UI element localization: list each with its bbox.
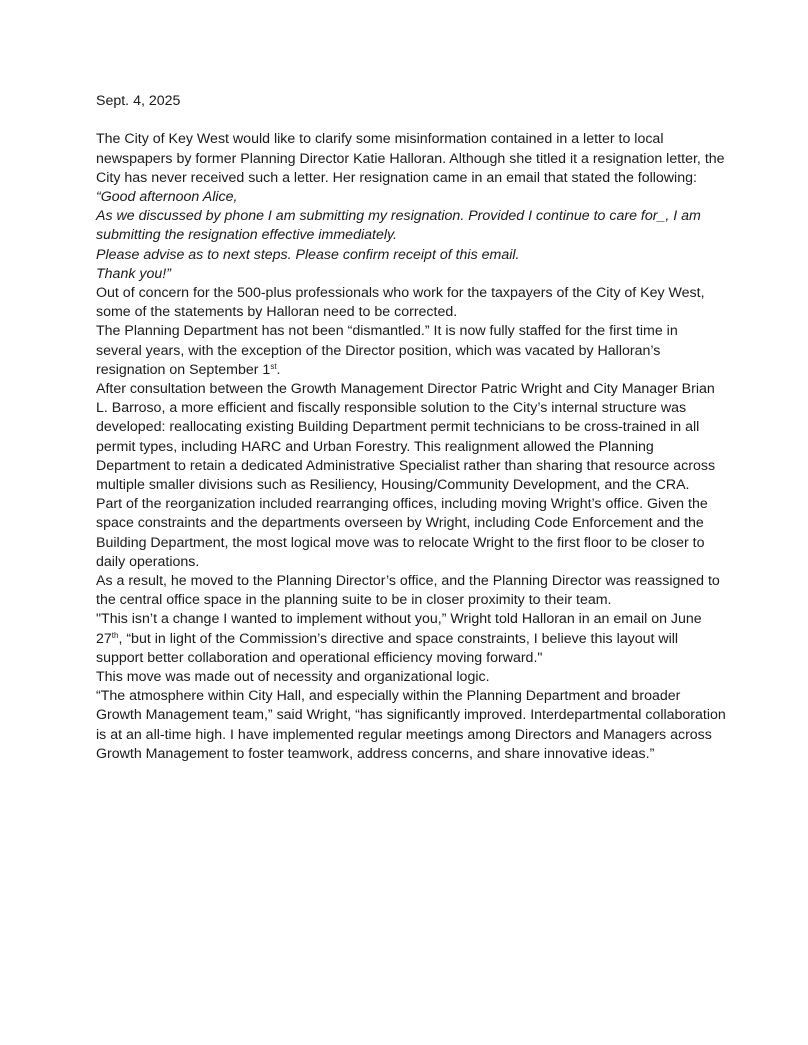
email-request: Please advise as to next steps. Please confirm receipt of this email. — [96, 246, 520, 263]
email-closing: Thank you!” — [96, 265, 171, 282]
dismantled-text: The Planning Department has not been “dismantled.” It is now fully staffed for the first time in several years, with the exception of the Director position, which was vacated by Halloran’s resignation on September 1 — [96, 323, 678, 378]
wright-quote-superscript: th — [111, 630, 119, 640]
concern-paragraph: Out of concern for the 500-plus professionals who work for the taxpayers of the City of Key West, some of the statements by Halloran need to be corrected. — [96, 285, 705, 321]
consultation-paragraph: After consultation between the Growth Management Director Patric Wright and City Manager Brian L. Barroso, a more efficient and fiscally responsible solution to the City’s internal structure was developed: reallocating existing Building Department permit technicians to be cross-trained in all permit types, including HARC and Urban Forestry. This realignment allowed the Planning Department to retain a dedicated Administrative Specialist rather than sharing that resource across multiple smaller divisions such as Resiliency, Housing/Community Development, and the CRA. — [96, 381, 716, 494]
dismantled-superscript: st — [270, 361, 277, 371]
email-greeting: “Good afternoon Alice, — [96, 189, 238, 205]
dismantled-end: . — [276, 361, 281, 378]
wright-quote-paragraph — [96, 610, 726, 668]
intro-paragraph: The City of Key West would like to clarify some misinformation contained in a letter to local newspapers by former Planning Director Katie Halloran. Although she titled it a resignation letter, the City has never received such a letter. Her resignation came in an email that stated the following: — [96, 131, 725, 186]
email-body: As we discussed by phone I am submitting my resignation. Provided I continue to care for_, I am submitting the resignation effective immediately. — [96, 208, 701, 244]
dismantled-paragraph — [96, 322, 726, 380]
email-quote — [96, 188, 726, 284]
necessity-paragraph: This move was made out of necessity and organizational logic. — [96, 669, 490, 686]
reorganization-paragraph: Part of the reorganization included rearranging offices, including moving Wright’s office. Given the space constraints and the departments overseen by Wright, including Code Enforcement and the Building Department, the most logical move was to relocate Wright to the first floor to be closer to daily operations. — [96, 496, 708, 570]
document-date: Sept. 4, 2025 — [96, 93, 181, 109]
result-paragraph: As a result, he moved to the Planning Director’s office, and the Planning Director was reassigned to the central office space in the planning suite to be in closer proximity to their team. — [96, 573, 720, 609]
wright-quote-end: , “but in light of the Commission’s directive and space constraints, I believe this layout will support better collaboration and operational efficiency moving forward." — [96, 630, 679, 666]
document-body — [96, 92, 726, 764]
atmosphere-paragraph: “The atmosphere within City Hall, and especially within the Planning Department and broader Growth Management team,” said Wright, “has significantly improved. Interdepartmental collaboration is at an all-time high. I have implemented regular meetings among Directors and Managers across Growth Management to foster teamwork, address concerns, and share innovative ideas.” — [96, 688, 726, 762]
wright-quote-start: "This isn’t a change I wanted to implement without you,” Wright told Halloran in an email on June 27 — [96, 611, 702, 647]
